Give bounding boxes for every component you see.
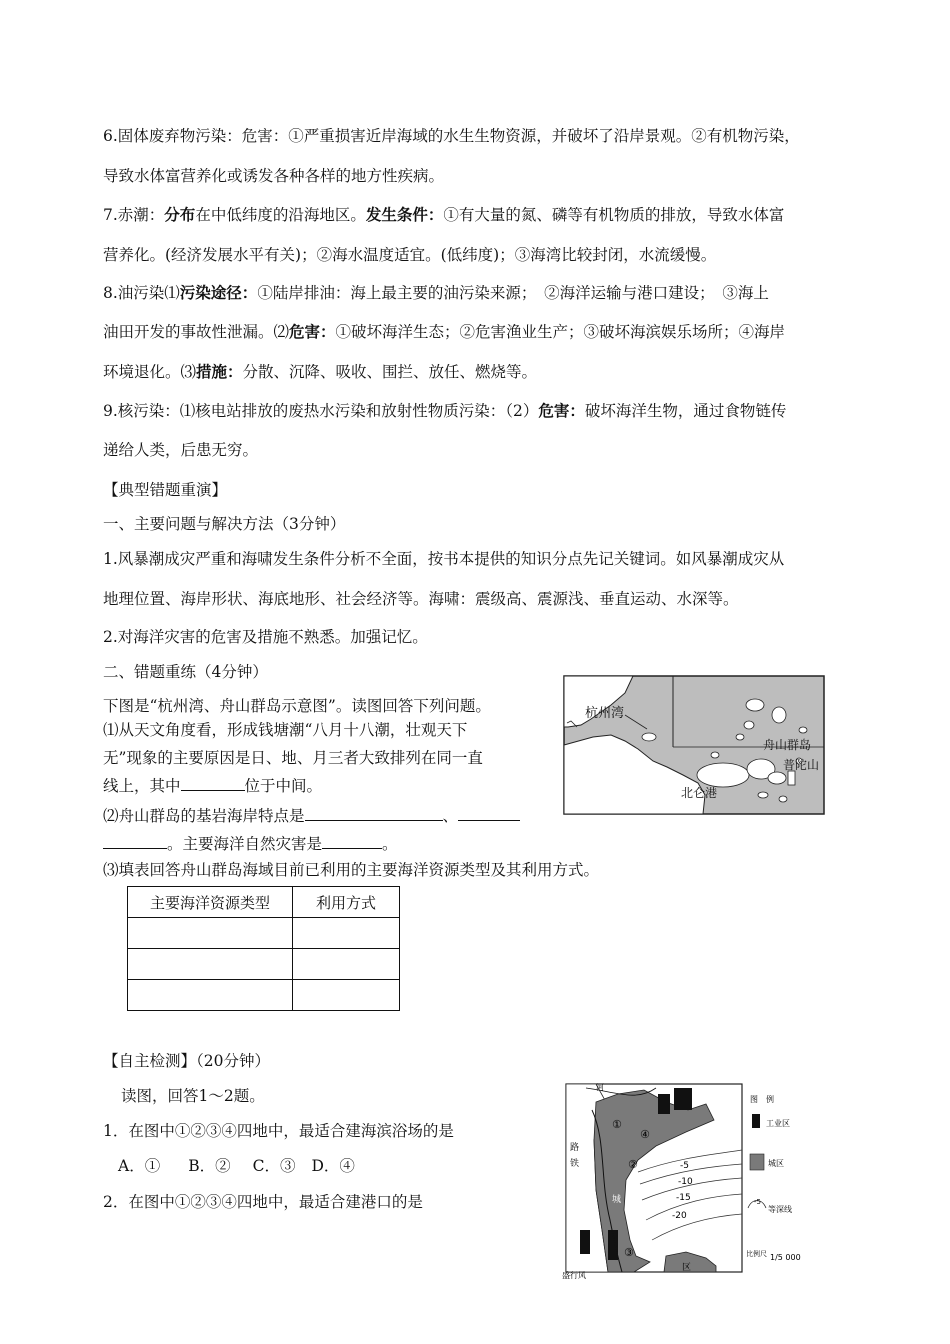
label-putuo: 普陀山 [783, 758, 820, 772]
errors-subheading-2: 二、错题重练（4分钟） [103, 663, 268, 681]
legend-urban-label: 城区 [768, 1159, 784, 1168]
island [736, 734, 744, 740]
depth-label: -20 [672, 1211, 687, 1221]
scale-label: 比例尺 [746, 1250, 767, 1258]
option-b[interactable]: B．② [188, 1157, 231, 1175]
depth-label: -10 [678, 1177, 693, 1187]
island [799, 727, 807, 733]
errors-heading: 【典型错题重演】 [103, 481, 228, 499]
para-6-line1: 6.固体废弃物污染：危害：①严重损害近岸海域的水生生物资源，并破坏了沿岸景观。②有机物污染， [103, 127, 800, 145]
question-2-line2: 。主要海洋自然灾害是 。 [103, 834, 398, 854]
errors-subheading-1: 一、主要问题与解决方法（3分钟） [103, 515, 346, 533]
self-test-q1: 1．在图中①②③④四地中，最适合建海滨浴场的是 [103, 1122, 454, 1140]
answer-blank[interactable] [305, 806, 443, 821]
industrial-zone [580, 1230, 590, 1254]
resource-table [127, 886, 400, 1011]
industrial-zone [674, 1088, 692, 1110]
para-7-line2: 营养化。(经济发展水平有关)；②海水温度适宜。(低纬度)；③海湾比较封闭，水流缓慢。 [103, 246, 717, 264]
island [758, 792, 768, 798]
para-6-line2: 导致水体富营养化或诱发各种各样的地方性疾病。 [103, 167, 445, 185]
answer-blank[interactable] [458, 806, 520, 821]
table-cell[interactable] [128, 949, 293, 980]
para-7-line1: 7.赤潮：分布在中低纬度的沿海地区。发生条件：①有大量的氮、磷等有机物质的排放，导致水体富 [103, 205, 785, 224]
legend-industrial-label: 工业区 [766, 1119, 790, 1128]
self-test-intro: 读图，回答1～2题。 [121, 1087, 265, 1105]
table-row [128, 980, 400, 1011]
label-city: 城 [612, 1195, 622, 1205]
table-row [128, 887, 400, 918]
self-test-q2: 2．在图中①②③④四地中，最适合建港口的是 [103, 1193, 423, 1211]
coastal-city-map [556, 1080, 806, 1280]
island [642, 733, 656, 741]
label-river: 河 [596, 1083, 604, 1092]
errors-item1-line1: 1.风暴潮成灾严重和海啸发生条件分析不全面，按书本提供的知识分点先记关键词。如风暴潮成灾从 [103, 550, 785, 568]
legend-title: 图 例 [750, 1095, 774, 1104]
self-test-q1-options [118, 1156, 355, 1176]
label-beilun: 北仑港 [681, 786, 718, 800]
industrial-zone [658, 1094, 670, 1114]
island [772, 707, 786, 723]
island [744, 721, 754, 729]
answer-blank[interactable] [103, 834, 167, 849]
depth-label: -15 [676, 1193, 691, 1203]
self-test-heading: 【自主检测】（20分钟） [103, 1052, 270, 1070]
marker-2: ② [628, 1158, 638, 1171]
hangzhou-zhoushan-map [563, 675, 825, 815]
table-cell[interactable] [128, 918, 293, 949]
label-district: 区 [682, 1263, 692, 1273]
legend-industrial-swatch [752, 1114, 760, 1128]
para-9-line1: 9.核污染：⑴核电站排放的废热水污染和放射性物质污染：（2）危害：破坏海洋生物，通过食物链传 [103, 401, 787, 420]
option-d[interactable]: D．④ [311, 1157, 355, 1175]
option-c[interactable]: C．③ [252, 1157, 296, 1175]
para-8-line1: 8.油污染⑴污染途径：①陆岸排油：海上最主要的油污染来源； ②海洋运输与港口建设； ③海上 [103, 283, 769, 302]
question-1-line2: 无”现象的主要原因是日、地、月三者大致排列在同一直 [103, 749, 483, 767]
island [768, 772, 786, 784]
para-8-line2: 油田开发的事故性泄漏。⑵危害：①破坏海洋生态；②危害渔业生产；③破坏海滨娱乐场所；④海岸 [103, 322, 786, 341]
island [746, 699, 764, 711]
para-9-line2: 递给人类，后患无穷。 [103, 441, 259, 459]
scale-value: 1/5 000 [770, 1253, 801, 1262]
answer-blank[interactable] [181, 776, 245, 791]
label-road: 路 [570, 1143, 580, 1153]
errors-item2: 2.对海洋灾害的危害及措施不熟悉。加强记忆。 [103, 628, 428, 646]
label-prevailing-wind: 盛行风 [562, 1271, 586, 1280]
marker-1: ① [612, 1118, 622, 1131]
question-1-line1: ⑴从天文角度看，形成钱塘潮“八月十八潮，壮观天下 [103, 721, 468, 739]
para-8-line3: 环境退化。⑶措施：分散、沉降、吸收、围拦、放任、燃烧等。 [103, 362, 538, 381]
label-hangzhou-bay: 杭州湾 [585, 706, 625, 721]
table-header-resource-type: 主要海洋资源类型 [128, 887, 293, 918]
label-zhoushan: 舟山群岛 [763, 738, 812, 752]
table-header-usage: 利用方式 [293, 887, 400, 918]
table-cell[interactable] [293, 918, 400, 949]
answer-blank[interactable] [322, 834, 382, 849]
legend-isobath-value: -5 [754, 1198, 761, 1206]
table-row [128, 918, 400, 949]
marker-3: ③ [624, 1246, 634, 1259]
legend-urban-swatch [750, 1154, 764, 1170]
question-2-line1: ⑵舟山群岛的基岩海岸特点是 、 [103, 806, 520, 826]
depth-label: -5 [680, 1161, 689, 1171]
option-a[interactable]: A．① [118, 1157, 161, 1175]
putuo-marker [788, 771, 795, 785]
island [779, 796, 787, 802]
marker-4: ④ [640, 1128, 650, 1141]
table-row [128, 949, 400, 980]
island [711, 752, 719, 758]
errors-item1-line2: 地理位置、海岸形状、海底地形、社会经济等。海啸：震级高、震源浅、垂直运动、水深等。 [103, 590, 739, 608]
legend-isobath-label: 等深线 [768, 1205, 792, 1214]
question-3: ⑶填表回答舟山群岛海域目前已利用的主要海洋资源类型及其利用方式。 [103, 861, 600, 879]
question-1-line3: 线上，其中 位于中间。 [103, 777, 323, 795]
table-cell[interactable] [293, 949, 400, 980]
question-intro: 下图是“杭州湾、舟山群岛示意图”。读图回答下列问题。 [103, 697, 491, 715]
table-cell[interactable] [293, 980, 400, 1011]
island [697, 763, 749, 787]
table-cell[interactable] [128, 980, 293, 1011]
label-rail: 铁 [570, 1159, 580, 1169]
